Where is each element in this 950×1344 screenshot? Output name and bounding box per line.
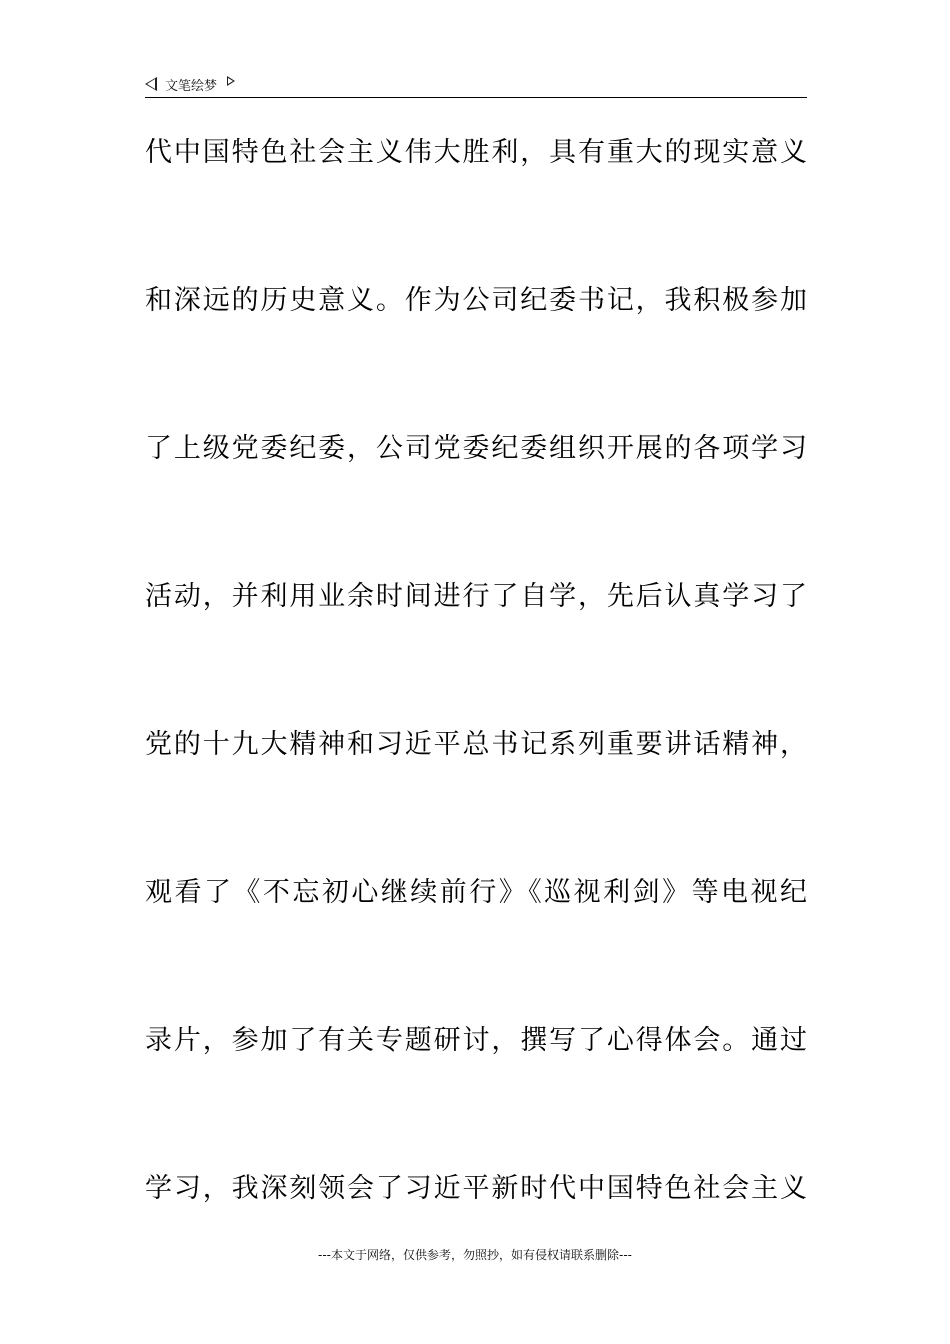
body-line: 活动，并利用业余时间进行了自学，先后认真学习了	[145, 581, 807, 612]
document-body	[145, 131, 807, 1315]
triangle-right-outline-icon	[227, 76, 235, 86]
footer-disclaimer: ---本文于网络，仅供参考，勿照抄，如有侵权请联系删除---	[318, 1248, 632, 1262]
triangle-left-outline-icon	[145, 77, 157, 91]
header-divider	[145, 97, 807, 98]
header-brand	[145, 74, 807, 94]
body-line: 了上级党委纪委，公司党委纪委组织开展的各项学习	[145, 433, 807, 464]
body-line: 录片，参加了有关专题研讨，撰写了心得体会。通过	[145, 1025, 807, 1056]
page-header	[145, 74, 807, 98]
body-line: 观看了《不忘初心继续前行》《巡视利剑》等电视纪	[145, 877, 807, 908]
body-line: 学习，我深刻领会了习近平新时代中国特色社会主义	[145, 1173, 807, 1204]
brand-name: 文笔绘梦	[165, 78, 218, 94]
body-line: 代中国特色社会主义伟大胜利，具有重大的现实意义	[145, 137, 807, 168]
body-line: 党的十九大精神和习近平总书记系列重要讲话精神，	[145, 729, 807, 760]
body-line: 和深远的历史意义。作为公司纪委书记，我积极参加	[145, 285, 807, 316]
